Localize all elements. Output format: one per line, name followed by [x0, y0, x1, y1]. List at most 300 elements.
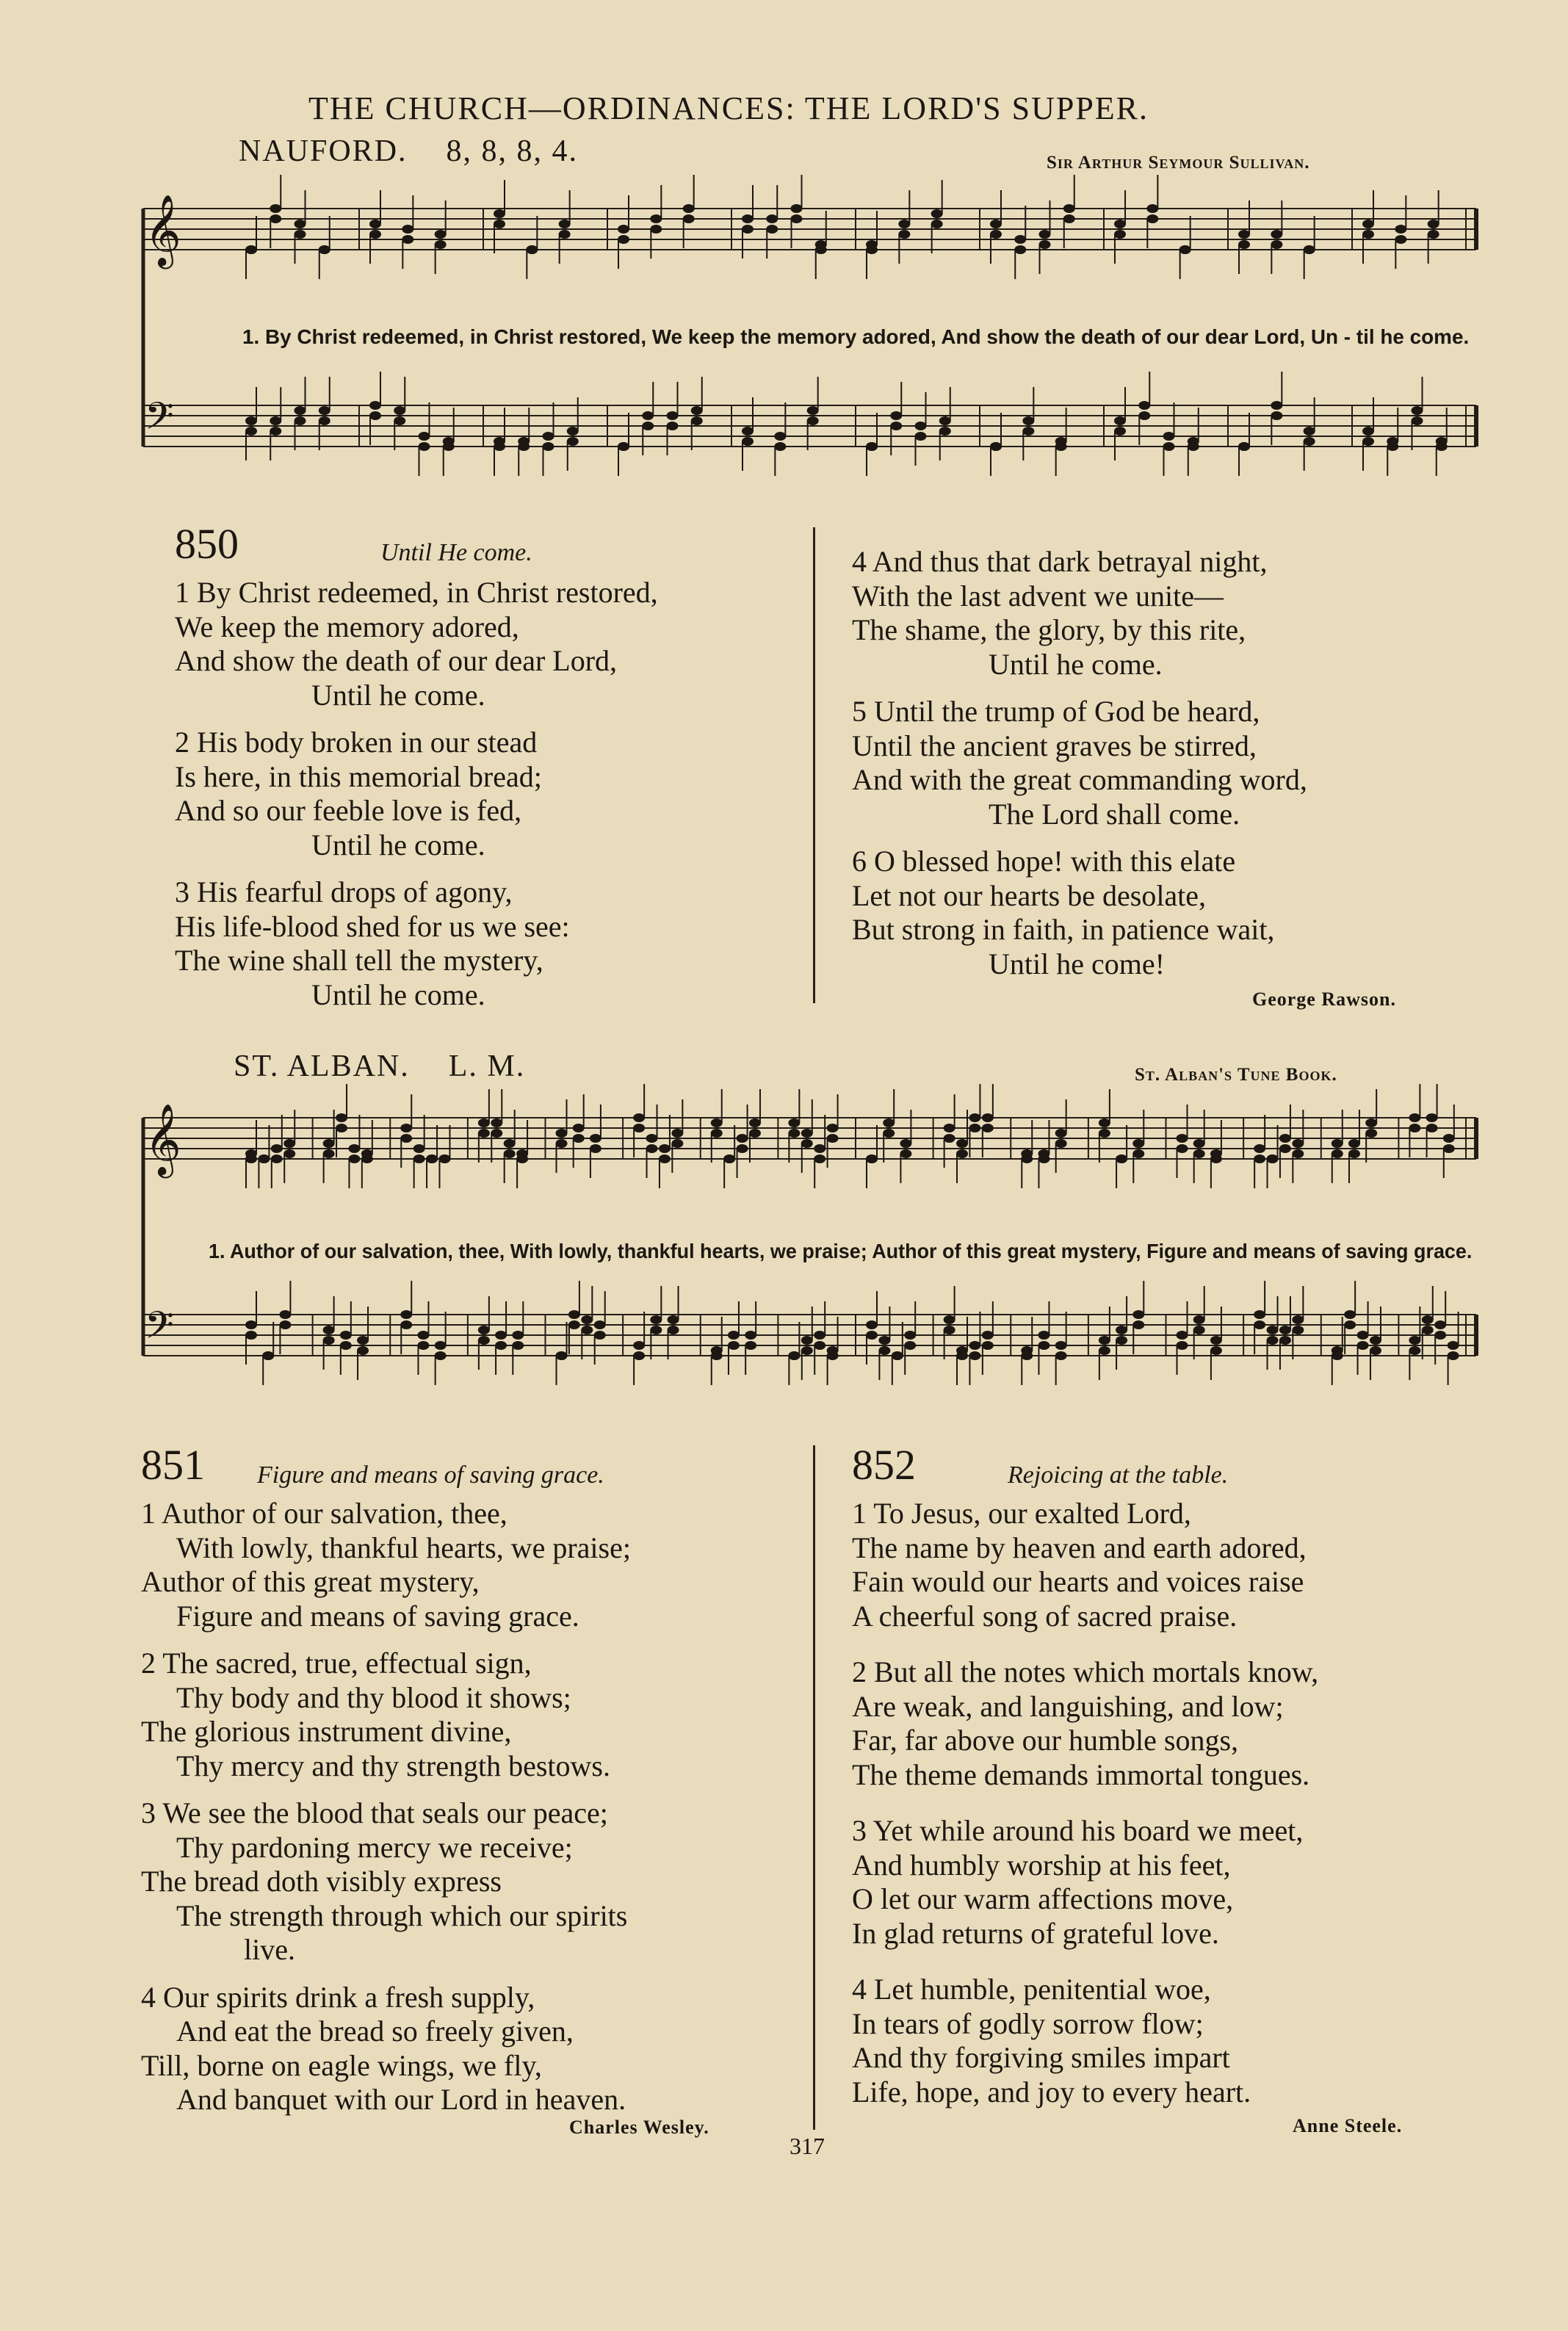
note-head: [1428, 220, 1439, 228]
note-head: [295, 220, 306, 228]
note-head: [1436, 442, 1448, 451]
note-head: [245, 1320, 257, 1329]
note-head: [866, 1320, 878, 1329]
note-head: [801, 1336, 813, 1345]
note-head: [633, 1113, 645, 1122]
verse-line: 3 We see the blood that seals our peace;: [141, 1796, 608, 1829]
note-head: [400, 1134, 412, 1143]
note-head: [435, 1351, 447, 1360]
note-head: [807, 406, 819, 415]
note-head: [1193, 1139, 1205, 1148]
note-head: [737, 1144, 748, 1153]
bass-clef-icon: 𝄢: [145, 1303, 174, 1356]
note-head: [1332, 1351, 1343, 1360]
hymn-author: Anne Steele.: [1293, 2115, 1403, 2136]
note-head: [245, 416, 257, 425]
note-head: [1238, 442, 1250, 451]
note-head: [323, 1139, 335, 1148]
verse-line: The glorious instrument divine,: [141, 1715, 512, 1748]
note-head: [1357, 1331, 1369, 1340]
note-head: [1292, 1149, 1304, 1158]
note-head: [711, 1351, 723, 1360]
note-head: [711, 1118, 723, 1127]
verse-line: And show the death of our dear Lord,: [175, 644, 618, 677]
verse-line: The strength through which our spirits: [176, 1898, 628, 1932]
note-head: [245, 427, 257, 436]
note-head: [904, 1341, 916, 1350]
note-head: [774, 432, 786, 441]
note-head: [1443, 1144, 1455, 1153]
note-head: [737, 1134, 748, 1143]
note-head: [512, 1331, 524, 1340]
note-head: [1370, 1346, 1381, 1355]
note-head: [556, 1129, 568, 1138]
note-head: [1099, 1346, 1110, 1355]
note-head: [915, 432, 927, 441]
note-head: [1055, 442, 1067, 451]
note-head: [728, 1341, 740, 1350]
note-head: [361, 1154, 373, 1163]
note-head: [900, 1139, 911, 1148]
note-head: [568, 1310, 580, 1319]
note-head: [1344, 1310, 1356, 1319]
note-head: [438, 1154, 450, 1163]
note-head: [1238, 240, 1250, 249]
note-head: [1055, 1129, 1067, 1138]
note-head: [1238, 230, 1250, 239]
note-head: [1114, 416, 1126, 425]
note-head: [1395, 235, 1406, 244]
verse-line: live.: [244, 1933, 295, 1966]
hymn-author: George Rawson.: [1252, 989, 1396, 1010]
note-head: [1193, 1326, 1205, 1334]
verse-line: Thy body and thy blood it shows;: [176, 1680, 571, 1714]
note-head: [618, 225, 629, 234]
note-head: [573, 1134, 585, 1143]
note-head: [323, 1326, 335, 1334]
tune-name-st-alban: [234, 1049, 525, 1084]
note-head: [742, 214, 754, 223]
note-head: [650, 1315, 662, 1324]
note-head: [650, 1326, 662, 1334]
note-head: [742, 427, 754, 436]
note-head: [883, 1118, 895, 1127]
note-head: [504, 1139, 516, 1148]
note-head: [745, 1331, 756, 1340]
note-head: [691, 406, 703, 415]
note-head: [788, 1129, 800, 1138]
note-head: [419, 432, 430, 441]
note-head: [766, 214, 778, 223]
note-head: [1271, 401, 1282, 410]
note-head: [1132, 1310, 1144, 1319]
verse-line: 2 The sacred, true, effectual sign,: [141, 1647, 532, 1680]
note-head: [1179, 245, 1191, 254]
note-head: [283, 1149, 295, 1158]
note-head: [1304, 245, 1315, 254]
note-head: [1292, 1139, 1304, 1148]
verse-line: With the last advent we unite—: [852, 579, 1224, 612]
note-head: [279, 1310, 291, 1319]
note-head: [559, 220, 571, 228]
note-head: [969, 1113, 980, 1122]
note-head: [1188, 442, 1199, 451]
note-head: [969, 1341, 980, 1350]
note-head: [1116, 1154, 1127, 1163]
note-head: [1138, 411, 1150, 420]
note-head: [1254, 1310, 1265, 1319]
hymn-852-text: [852, 1497, 1318, 2109]
note-head: [956, 1139, 968, 1148]
tune-composer: Sir Arthur Seymour Sullivan.: [1047, 153, 1310, 173]
note-head: [295, 416, 306, 425]
tune-title: ST. ALBAN.: [234, 1049, 410, 1083]
note-head: [1038, 1341, 1049, 1350]
verse-line: The shame, the glory, by this rite,: [852, 613, 1246, 646]
verse-line: O let our warm affections move,: [852, 1882, 1234, 1915]
note-head: [1448, 1341, 1459, 1350]
hymn-number: 851: [141, 1441, 205, 1489]
note-head: [1332, 1149, 1343, 1158]
verse-refrain: Until he come.: [311, 828, 485, 861]
verse-line: 1 By Christ redeemed, in Christ restored,: [175, 576, 658, 609]
verse-line: Are weak, and languishing, and low;: [852, 1689, 1284, 1723]
note-head: [323, 1149, 335, 1158]
verse-line: Till, borne on eagle wings, we fly,: [141, 2048, 542, 2082]
note-head: [1210, 1154, 1222, 1163]
note-head: [1146, 204, 1158, 213]
note-head: [402, 235, 413, 244]
verse-line: And thy forgiving smiles impart: [852, 2041, 1230, 2074]
hymn-850-column-right: [852, 545, 1307, 981]
note-head: [788, 1351, 800, 1360]
note-head: [1063, 204, 1075, 213]
note-head: [1348, 1139, 1360, 1148]
note-head: [904, 1331, 916, 1340]
note-head: [1099, 1118, 1110, 1127]
note-head: [642, 411, 654, 420]
note-head: [814, 1144, 825, 1153]
note-head: [866, 1154, 878, 1163]
page-number: 317: [790, 2133, 825, 2159]
note-head: [1365, 1118, 1377, 1127]
verse-refrain: Until he come!: [989, 947, 1165, 980]
note-head: [1193, 1149, 1205, 1158]
note-head: [556, 1351, 568, 1360]
note-head: [270, 416, 281, 425]
note-head: [892, 1351, 903, 1360]
note-head: [319, 416, 330, 425]
note-head: [336, 1124, 347, 1132]
note-head: [573, 1124, 585, 1132]
note-head: [1099, 1336, 1110, 1345]
note-head: [890, 411, 902, 420]
note-head: [668, 1315, 679, 1324]
note-head: [1014, 235, 1026, 244]
note-head: [1210, 1346, 1222, 1355]
note-head: [1163, 432, 1175, 441]
note-head: [567, 427, 579, 436]
note-head: [567, 437, 579, 446]
note-head: [815, 245, 827, 254]
note-head: [866, 245, 878, 254]
verse-line: In glad returns of grateful love.: [852, 1916, 1219, 1950]
note-head: [495, 1341, 507, 1350]
verse-line: 2 His body broken in our stead: [175, 726, 538, 759]
note-head: [939, 416, 951, 425]
note-head: [1138, 401, 1150, 410]
hymn-author: Charles Wesley.: [569, 2117, 709, 2138]
note-head: [944, 1134, 955, 1143]
hymn-850-column-left: [175, 576, 658, 1012]
note-head: [878, 1346, 890, 1355]
note-head: [1021, 1154, 1033, 1163]
note-head: [990, 442, 1002, 451]
note-head: [1055, 1341, 1067, 1350]
note-head: [814, 1154, 825, 1163]
note-head: [633, 1341, 645, 1350]
note-head: [650, 225, 662, 234]
note-head: [659, 1154, 671, 1163]
note-head: [348, 1154, 360, 1163]
hymn-theme: Until He come.: [380, 539, 532, 566]
note-head: [982, 1331, 994, 1340]
note-head: [982, 1124, 994, 1132]
bass-clef-icon: 𝄢: [145, 394, 174, 447]
note-head: [944, 1326, 955, 1334]
note-head: [1099, 1129, 1110, 1138]
verse-refrain: Until he come.: [311, 977, 485, 1011]
note-head: [646, 1134, 658, 1143]
note-head: [749, 1118, 761, 1127]
verse-line: 5 Until the trump of God be heard,: [852, 695, 1260, 728]
hymn-number: 850: [175, 520, 239, 568]
note-head: [262, 1351, 274, 1360]
note-head: [1039, 240, 1051, 249]
note-head: [270, 204, 281, 213]
note-head: [1292, 1326, 1304, 1334]
note-head: [1434, 1331, 1446, 1340]
note-head: [814, 1331, 825, 1340]
note-head: [618, 235, 629, 244]
note-head: [1193, 1315, 1205, 1324]
note-head: [749, 1129, 761, 1138]
note-head: [478, 1118, 490, 1127]
verse-line: Let not our hearts be desolate,: [852, 878, 1207, 912]
column-divider: [813, 527, 815, 1003]
note-head: [1063, 214, 1075, 223]
tune-underlay: 1. By Christ redeemed, in Christ restored, We keep the memory adored, And show the death of our dear Lord, Un - til he come.: [242, 325, 1470, 348]
note-head: [883, 1129, 895, 1138]
note-head: [801, 1346, 813, 1355]
note-head: [270, 427, 281, 436]
note-head: [1038, 1331, 1049, 1340]
verse-line: 1 To Jesus, our exalted Lord,: [852, 1497, 1191, 1530]
verse-line: 4 Let humble, penitential woe,: [852, 1973, 1211, 2006]
note-head: [491, 1118, 502, 1127]
note-head: [357, 1346, 369, 1355]
treble-clef-icon: 𝄞: [145, 1103, 181, 1175]
note-head: [491, 1129, 502, 1138]
note-head: [791, 204, 803, 213]
note-head: [1362, 220, 1374, 228]
note-head: [369, 220, 381, 228]
note-head: [494, 442, 505, 451]
verse-line: Until the ancient graves be stirred,: [852, 729, 1257, 762]
note-head: [271, 1154, 283, 1163]
tune-name-nauford: [239, 134, 578, 169]
note-head: [1279, 1134, 1291, 1143]
treble-clef-icon: 𝄞: [145, 194, 181, 266]
tune-underlay: 1. Author of our salvation, thee, With lowly, thankful hearts, we praise; Author of this great mystery, Figure and means of saving grace.: [209, 1240, 1473, 1262]
note-head: [1267, 1336, 1279, 1345]
note-head: [990, 230, 1002, 239]
note-head: [990, 220, 1002, 228]
note-head: [400, 1124, 412, 1132]
note-head: [494, 209, 505, 218]
note-head: [270, 214, 281, 223]
tune-source: St. Alban's Tune Book.: [1135, 1065, 1337, 1085]
verse-line: We keep the memory adored,: [175, 610, 519, 643]
note-head: [668, 1326, 679, 1334]
verse-refrain: The Lord shall come.: [989, 797, 1240, 831]
note-head: [348, 1144, 360, 1153]
hymn-number: 852: [852, 1441, 916, 1489]
note-head: [1038, 1154, 1049, 1163]
note-head: [915, 422, 927, 430]
note-head: [642, 422, 654, 430]
tune-title: NAUFORD.: [239, 134, 408, 168]
note-head: [1292, 1315, 1304, 1324]
note-head: [728, 1331, 740, 1340]
note-head: [1409, 1124, 1420, 1132]
note-head: [478, 1336, 490, 1345]
note-head: [931, 220, 943, 228]
note-head: [1412, 406, 1423, 415]
note-head: [245, 1331, 257, 1340]
note-head: [1304, 437, 1315, 446]
note-head: [1448, 1351, 1459, 1360]
note-head: [478, 1326, 490, 1334]
note-head: [1114, 427, 1126, 436]
note-head: [323, 1336, 335, 1345]
hymn-851-text: [141, 1497, 631, 2117]
note-head: [1279, 1326, 1291, 1334]
note-head: [827, 1134, 839, 1143]
verse-line: In tears of godly sorrow flow;: [852, 2006, 1204, 2040]
note-head: [402, 225, 413, 234]
note-head: [1370, 1336, 1381, 1345]
note-head: [671, 1129, 683, 1138]
verse-line: A cheerful song of sacred praise.: [852, 1599, 1238, 1633]
verse-line: The name by heaven and earth adored,: [852, 1530, 1307, 1564]
verse-line: Author of this great mystery,: [141, 1565, 480, 1598]
note-head: [1348, 1149, 1360, 1158]
note-head: [742, 437, 754, 446]
note-head: [1271, 240, 1282, 249]
note-head: [1409, 1336, 1420, 1345]
note-head: [1132, 1320, 1144, 1329]
note-head: [774, 442, 786, 451]
note-head: [1387, 442, 1398, 451]
verse-line: 4 Our spirits drink a fresh supply,: [141, 1980, 535, 2014]
note-head: [1254, 1154, 1265, 1163]
verse-line: 2 But all the notes which mortals know,: [852, 1655, 1319, 1688]
note-head: [1116, 1326, 1127, 1334]
note-head: [1177, 1341, 1188, 1350]
note-head: [1426, 1113, 1438, 1122]
verse-line: But strong in faith, in patience wait,: [852, 913, 1275, 946]
note-head: [1116, 1336, 1127, 1345]
note-head: [866, 1331, 878, 1340]
verse-line: 6 O blessed hope! with this elate: [852, 845, 1236, 878]
note-head: [543, 432, 554, 441]
note-head: [1055, 1351, 1067, 1360]
verse-line: The wine shall tell the mystery,: [175, 944, 543, 977]
note-head: [742, 225, 754, 234]
note-head: [791, 214, 803, 223]
note-head: [944, 1315, 955, 1324]
note-head: [1412, 416, 1423, 425]
note-head: [1395, 225, 1406, 234]
verse-line: And eat the bread so freely given,: [176, 2014, 574, 2048]
note-head: [650, 214, 662, 223]
note-head: [426, 1154, 438, 1163]
verse-line: And so our feeble love is fed,: [175, 794, 522, 827]
note-head: [295, 406, 306, 415]
note-head: [340, 1341, 352, 1350]
note-head: [1279, 1144, 1291, 1153]
note-head: [878, 1336, 890, 1345]
note-head: [590, 1144, 601, 1153]
verse-line: And banquet with our Lord in heaven.: [176, 2083, 626, 2116]
note-head: [336, 1113, 347, 1122]
verse-line: Is here, in this memorial bread;: [175, 759, 542, 793]
note-head: [1177, 1331, 1188, 1340]
note-head: [1014, 245, 1026, 254]
verse-line: 4 And thus that dark betrayal night,: [852, 545, 1268, 578]
note-head: [1254, 1320, 1265, 1329]
note-head: [1357, 1341, 1369, 1350]
note-head: [443, 442, 455, 451]
note-head: [543, 442, 554, 451]
note-head: [394, 416, 405, 425]
note-head: [618, 442, 629, 451]
note-head: [969, 1124, 980, 1132]
note-head: [827, 1351, 839, 1360]
note-head: [1443, 1134, 1455, 1143]
note-head: [646, 1144, 658, 1153]
note-head: [1332, 1139, 1343, 1148]
note-head: [898, 220, 910, 228]
note-head: [526, 245, 538, 254]
note-head: [1132, 1149, 1144, 1158]
note-head: [890, 422, 902, 430]
note-head: [400, 1320, 412, 1329]
note-head: [1434, 1320, 1446, 1329]
note-head: [435, 240, 447, 249]
note-head: [495, 1331, 507, 1340]
note-head: [283, 1139, 295, 1148]
note-head: [413, 1154, 425, 1163]
note-head: [1365, 1129, 1377, 1138]
note-head: [691, 416, 703, 425]
note-head: [1426, 1124, 1438, 1132]
note-head: [1132, 1139, 1144, 1148]
verse-line: Life, hope, and joy to every heart.: [852, 2075, 1251, 2108]
note-head: [1022, 427, 1034, 436]
note-head: [1422, 1326, 1434, 1334]
